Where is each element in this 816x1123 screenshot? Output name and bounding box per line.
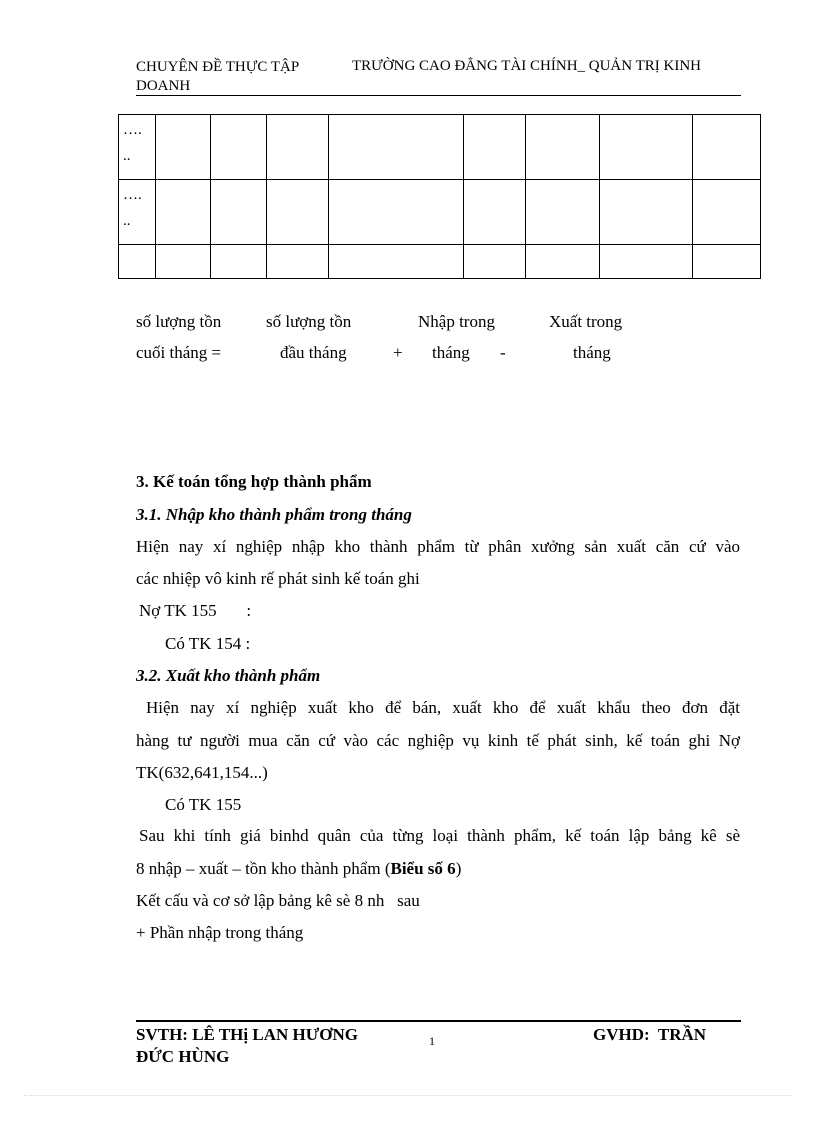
table-cell (267, 115, 329, 180)
formula-term2-line2: đầu tháng (280, 343, 347, 362)
table-cell (267, 180, 329, 245)
table-cell (464, 245, 526, 279)
cell-ellipsis: …. (123, 187, 142, 203)
page-edge-divider (24, 1095, 792, 1096)
formula-term4-line2: tháng (573, 343, 611, 362)
section-heading: 3. Kế toán tổng hợp thành phẩm (136, 472, 372, 491)
footer-divider (136, 1020, 741, 1022)
table-cell (119, 245, 156, 279)
header-title-line2: DOANH (136, 78, 191, 94)
table-cell (156, 115, 211, 180)
table-cell (211, 115, 267, 180)
table-cell (600, 180, 693, 245)
paragraph-line: hàng tư người mua căn cứ vào các nghiệp vụ kinh tế phát sinh, kế toán ghi Nợ (136, 731, 740, 750)
table-cell (526, 245, 600, 279)
formula-term4-line1: Xuất trong (549, 312, 623, 331)
cell-ellipsis: .. (123, 148, 131, 164)
table-cell (600, 245, 693, 279)
footer-advisor: GVHD: TRẦN (593, 1025, 707, 1044)
credit-entry: Có TK 154 : (165, 634, 251, 653)
formula-term3-line1: Nhập trong (418, 312, 495, 331)
table-cell (267, 245, 329, 279)
table-cell (600, 115, 693, 180)
table-row (119, 245, 761, 279)
text-run: 8 nhập – xuất – tồn kho thành phẩm ( (136, 859, 391, 878)
credit-entry: Có TK 155 (165, 795, 242, 814)
paragraph-line: + Phần nhập trong tháng (136, 923, 304, 942)
formula-term3-line2: tháng (432, 343, 470, 362)
header-left (136, 58, 299, 96)
paragraph-line (136, 859, 461, 879)
header-school-name: TRƯỜNG CAO ĐẲNG TÀI CHÍNH_ QUẢN TRỊ KINH (352, 58, 701, 74)
table-cell (693, 115, 761, 180)
table-cell (156, 180, 211, 245)
table-cell (211, 180, 267, 245)
table-row (119, 180, 761, 245)
paragraph-line: Hiện nay xí nghiệp nhập kho thành phẩm từ phân xưởng sản xuất căn cứ vào (136, 537, 740, 556)
text-run-bold: Biểu số 6 (390, 859, 456, 878)
table-cell (693, 245, 761, 279)
footer-student: SVTH: LÊ THị LAN HƯƠNG (136, 1025, 358, 1044)
header-divider (136, 95, 741, 96)
paragraph-line: các nhiệp vô kinh rế phát sinh kế toán ghi (136, 569, 420, 588)
paragraph-line: Kết cấu và cơ sở lập bảng kê sè 8 nh sau (136, 891, 420, 910)
table-cell (119, 180, 156, 245)
table-cell (329, 245, 464, 279)
subsection-heading-3-2: 3.2. Xuất kho thành phẩm (136, 666, 321, 685)
table-cell (526, 180, 600, 245)
table-cell (329, 180, 464, 245)
table-cell (464, 180, 526, 245)
paragraph-line: Sau khi tính giá binhd quân của từng loại thành phẩm, kế toán lập bảng kê sè (139, 826, 740, 845)
subsection-heading-3-1: 3.1. Nhập kho thành phẩm trong tháng (136, 505, 412, 524)
paragraph-line: Hiện nay xí nghiệp xuất kho để bán, xuất kho để xuất khẩu theo đơn đặt (146, 698, 740, 717)
cell-ellipsis: …. (123, 122, 142, 138)
paragraph-line: TK(632,641,154...) (136, 763, 268, 782)
page-number: 1 (429, 1034, 435, 1048)
table-cell (211, 245, 267, 279)
table-row (119, 115, 761, 180)
data-table (118, 114, 761, 279)
formula-term2-line1: số lượng tồn (266, 312, 352, 331)
table-cell (464, 115, 526, 180)
formula-plus-sign: + (393, 343, 403, 362)
header-title-line1: CHUYÊN ĐỀ THỰC TẬP (136, 59, 300, 75)
text-run: ) (455, 859, 462, 878)
cell-ellipsis: .. (123, 213, 131, 229)
formula-term1-line1: số lượng tồn (136, 312, 222, 331)
debit-entry: Nợ TK 155 : (139, 601, 252, 620)
table-cell (526, 115, 600, 180)
formula-minus-sign: - (500, 343, 506, 362)
footer-student-line2: ĐỨC HÙNG (136, 1047, 230, 1066)
formula-term1-line2: cuối tháng = (136, 343, 222, 362)
table-cell (156, 245, 211, 279)
table-cell (329, 115, 464, 180)
table-cell (119, 115, 156, 180)
table-cell (693, 180, 761, 245)
